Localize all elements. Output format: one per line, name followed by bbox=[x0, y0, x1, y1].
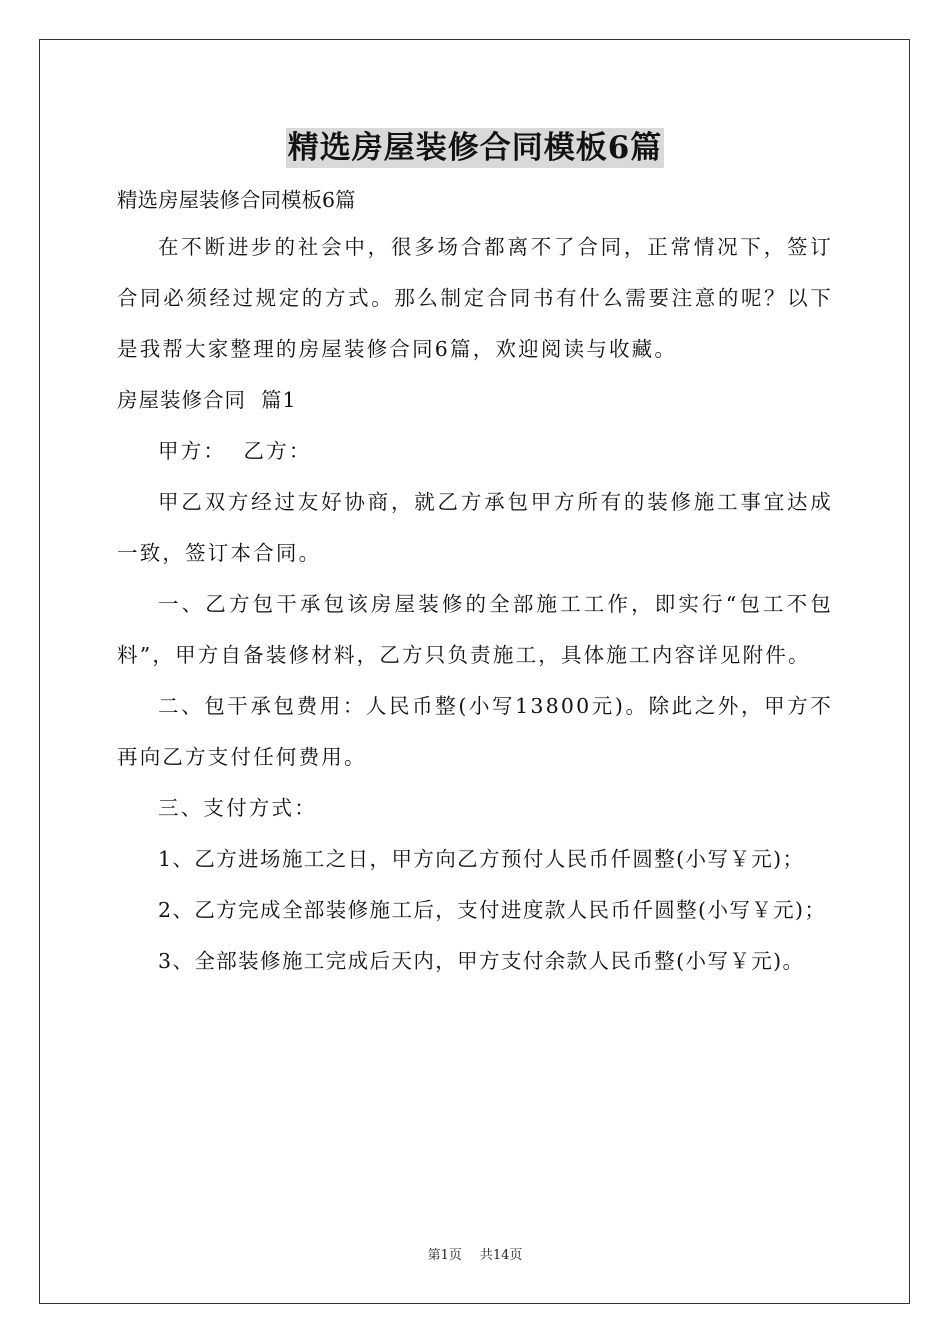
title-container bbox=[0, 128, 950, 168]
payment-item-1: 1、乙方进场施工之日，甲方向乙方预付人民币仟圆整(小写￥元)； bbox=[158, 847, 805, 871]
section-heading: 房屋装修合同 篇1 bbox=[117, 388, 297, 412]
parties-line: 甲方： 乙方： bbox=[158, 439, 312, 463]
document-title: 精选房屋装修合同模板6篇 bbox=[287, 130, 663, 166]
paragraph-clause-3: 三、支付方式： bbox=[158, 796, 317, 820]
paragraph-clause-1: 一、乙方包干承包该房屋装修的全部施工工作，即实行“包工不包料”，甲方自备装修材料，乙方只负责施工，具体施工内容详见附件。 bbox=[117, 592, 833, 667]
document-subtitle: 精选房屋装修合同模板6篇 bbox=[117, 188, 356, 212]
paragraph-agreement: 甲乙双方经过友好协商，就乙方承包甲方所有的装修施工事宜达成一致，签订本合同。 bbox=[117, 490, 833, 565]
page-footer bbox=[0, 1247, 950, 1265]
page-total: 共14页 bbox=[479, 1248, 523, 1263]
paragraph-clause-2: 二、包干承包费用：人民币整(小写13800元)。除此之外，甲方不再向乙方支付任何费用。 bbox=[117, 694, 833, 769]
document-body bbox=[117, 182, 833, 987]
page-number: 第1页 bbox=[427, 1248, 462, 1263]
payment-item-3: 3、全部装修施工完成后天内，甲方支付余款人民币整(小写￥元)。 bbox=[158, 949, 805, 973]
payment-item-2: 2、乙方完成全部装修施工后，支付进度款人民币仟圆整(小写￥元)； bbox=[158, 898, 827, 922]
intro-paragraph: 在不断进步的社会中，很多场合都离不了合同，正常情况下，签订合同必须经过规定的方式。那么制定合同书有什么需要注意的呢？以下是我帮大家整理的房屋装修合同6篇，欢迎阅读与收藏。 bbox=[117, 235, 833, 361]
